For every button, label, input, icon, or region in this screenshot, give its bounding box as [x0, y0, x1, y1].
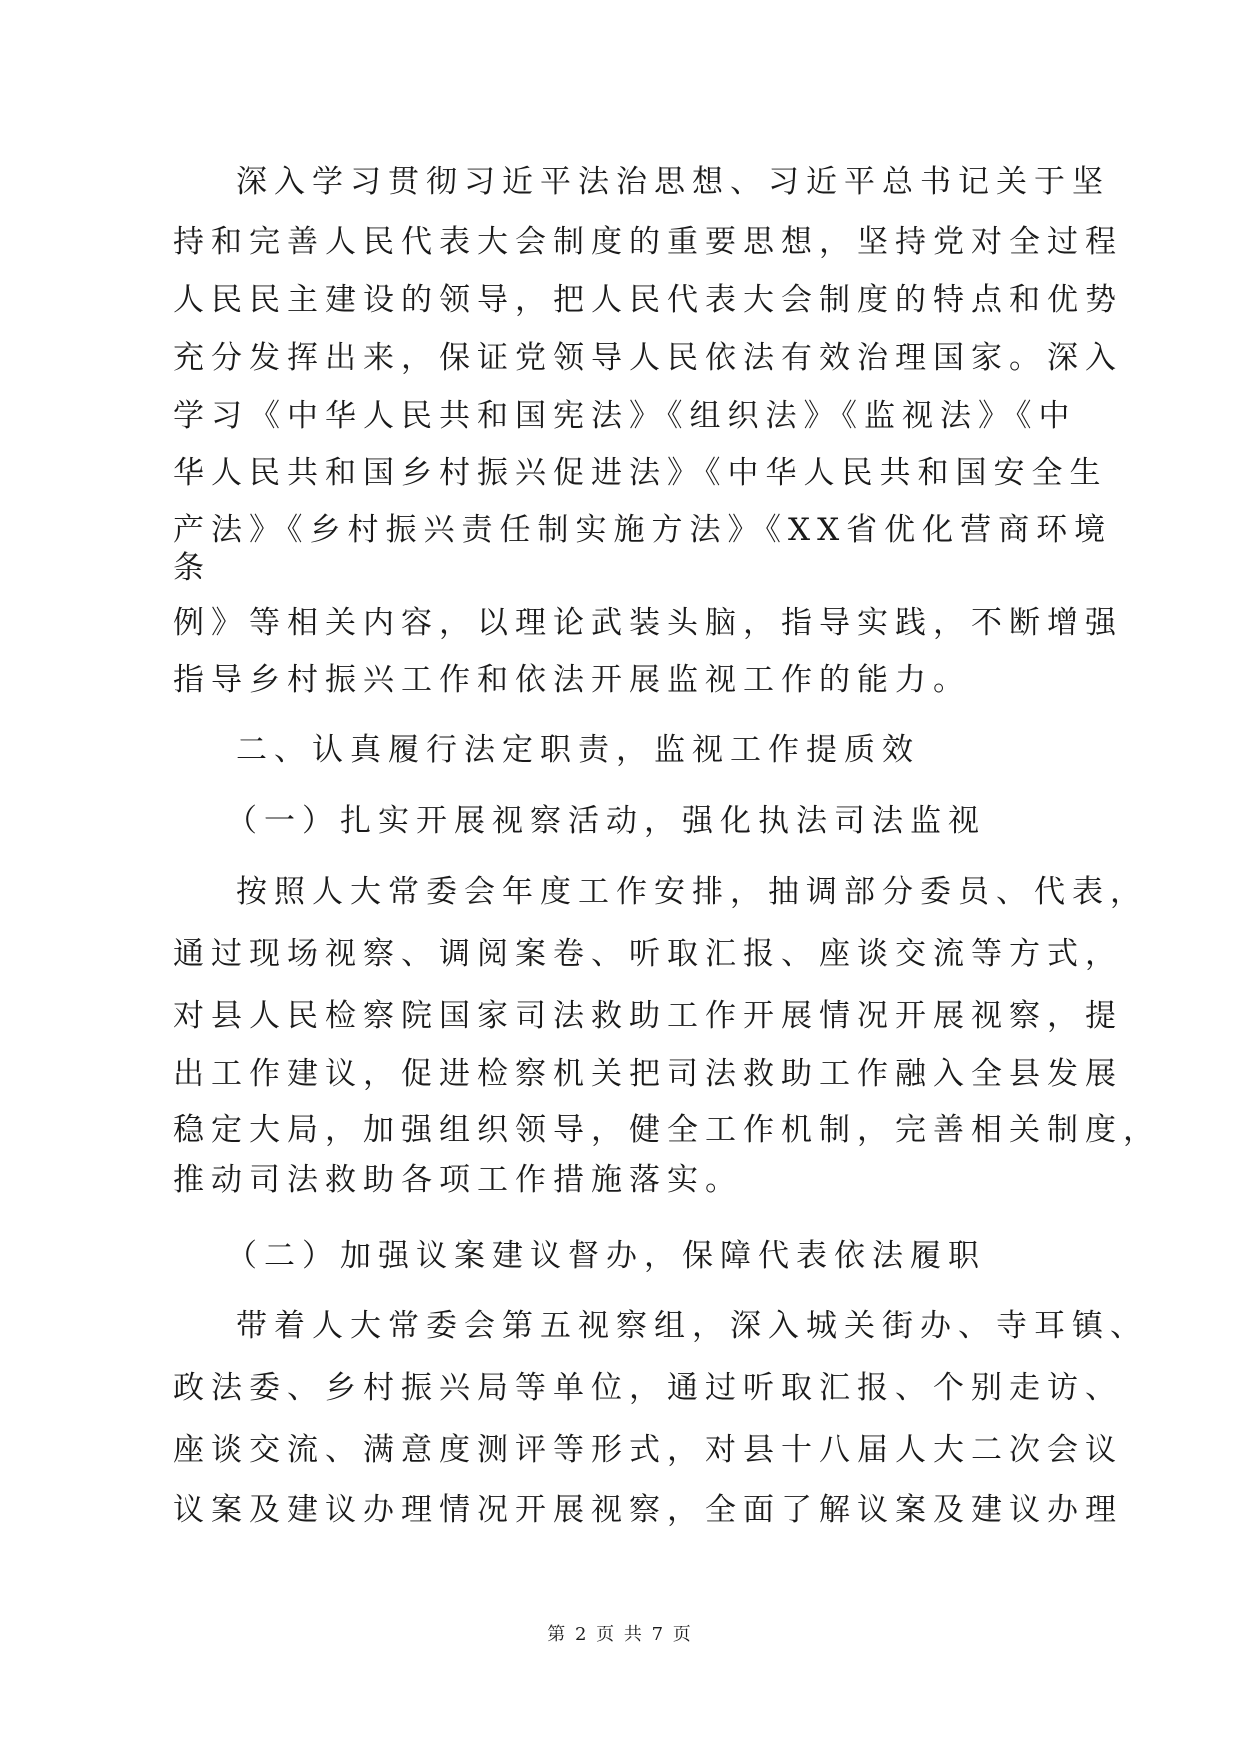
- paragraph-line: 充分发挥出来，保证党领导人民依法有效治理国家。深入: [173, 340, 1123, 376]
- paragraph-line: 深入学习贯彻习近平法治思想、习近平总书记关于坚: [236, 164, 1110, 200]
- page-number-footer: 第 2 页 共 7 页: [547, 1624, 693, 1645]
- paragraph-line: 带着人大常委会第五视察组，深入城关街办、寺耳镇、: [236, 1308, 1148, 1344]
- paragraph-line: 出工作建议，促进检察机关把司法救助工作融入全县发展: [173, 1056, 1123, 1092]
- paragraph-line: 政法委、乡村振兴局等单位，通过听取汇报、个别走访、: [173, 1370, 1123, 1406]
- paragraph-line: 推动司法救助各项工作措施落实。: [173, 1162, 743, 1198]
- paragraph-line: 产法》《乡村振兴责任制实施方法》《XX省优化营商环境: [173, 512, 1113, 548]
- paragraph-line: 例》等相关内容，以理论武装头脑，指导实践，不断增强: [173, 605, 1123, 641]
- section-heading: 二、认真履行法定职责，监视工作提质效: [236, 732, 920, 768]
- paragraph-line: 华人民共和国乡村振兴促进法》《中华人民共和国安全生: [173, 455, 1108, 491]
- paragraph-line: 按照人大常委会年度工作安排，抽调部分委员、代表，: [236, 874, 1148, 910]
- paragraph-line: 通过现场视察、调阅案卷、听取汇报、座谈交流等方式，: [173, 936, 1123, 972]
- paragraph-line: 人民民主建设的领导，把人民代表大会制度的特点和优势: [173, 282, 1123, 318]
- paragraph-line: 指导乡村振兴工作和依法开展监视工作的能力。: [173, 662, 971, 698]
- paragraph-line: 稳定大局，加强组织领导，健全工作机制，完善相关制度，: [173, 1112, 1161, 1148]
- paragraph-line: 对县人民检察院国家司法救助工作开展情况开展视察，提: [173, 998, 1123, 1034]
- paragraph-line: 学习《中华人民共和国宪法》《组织法》《监视法》《中: [173, 398, 1077, 434]
- subsection-heading: （一）扎实开展视察活动，强化执法司法监视: [226, 803, 986, 839]
- paragraph-line: 条: [173, 550, 211, 586]
- paragraph-line: 座谈交流、满意度测评等形式，对县十八届人大二次会议: [173, 1432, 1123, 1468]
- subsection-heading: （二）加强议案建议督办，保障代表依法履职: [226, 1238, 986, 1274]
- paragraph-line: 持和完善人民代表大会制度的重要思想，坚持党对全过程: [173, 224, 1123, 260]
- paragraph-line: 议案及建议办理情况开展视察，全面了解议案及建议办理: [173, 1492, 1123, 1528]
